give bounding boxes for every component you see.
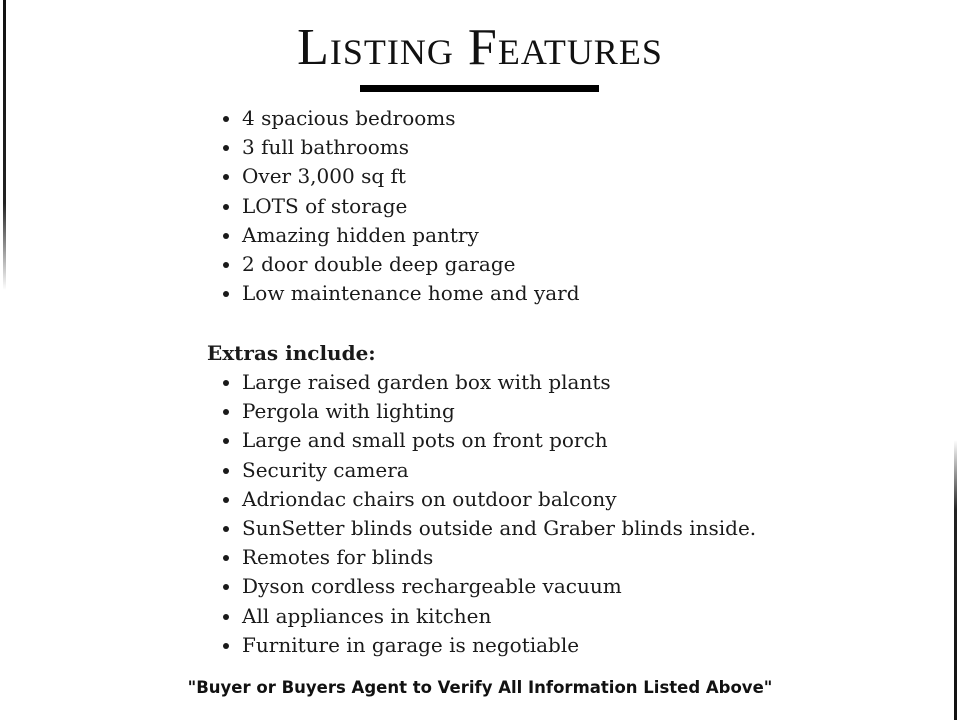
list-item: • Large raised garden box with plants	[242, 368, 756, 397]
list-item: • Dyson cordless rechargeable vacuum	[242, 572, 756, 601]
list-item: • Large and small pots on front porch	[242, 426, 756, 455]
list-item: • 2 door double deep garage	[242, 250, 580, 279]
list-item: • 3 full bathrooms	[242, 133, 580, 162]
list-item: • Amazing hidden pantry	[242, 221, 580, 250]
list-item: • Pergola with lighting	[242, 397, 756, 426]
features-list	[210, 104, 580, 308]
list-item: • SunSetter blinds outside and Graber blinds inside.	[242, 514, 756, 543]
extras-heading: Extras include:	[207, 341, 376, 365]
extras-list	[210, 368, 756, 660]
list-item: • Security camera	[242, 456, 756, 485]
list-item: • Remotes for blinds	[242, 543, 756, 572]
list-item: • 4 spacious bedrooms	[242, 104, 580, 133]
list-item: • LOTS of storage	[242, 192, 580, 221]
title-underline	[360, 85, 599, 92]
list-item: • Adriondac chairs on outdoor balcony	[242, 485, 756, 514]
disclaimer: "Buyer or Buyers Agent to Verify All Information Listed Above"	[187, 678, 773, 697]
list-item: • Over 3,000 sq ft	[242, 162, 580, 191]
list-item: • Furniture in garage is negotiable	[242, 631, 756, 660]
list-item: • Low maintenance home and yard	[242, 279, 580, 308]
page-title: Listing Features	[297, 19, 663, 76]
list-item: • All appliances in kitchen	[242, 602, 756, 631]
